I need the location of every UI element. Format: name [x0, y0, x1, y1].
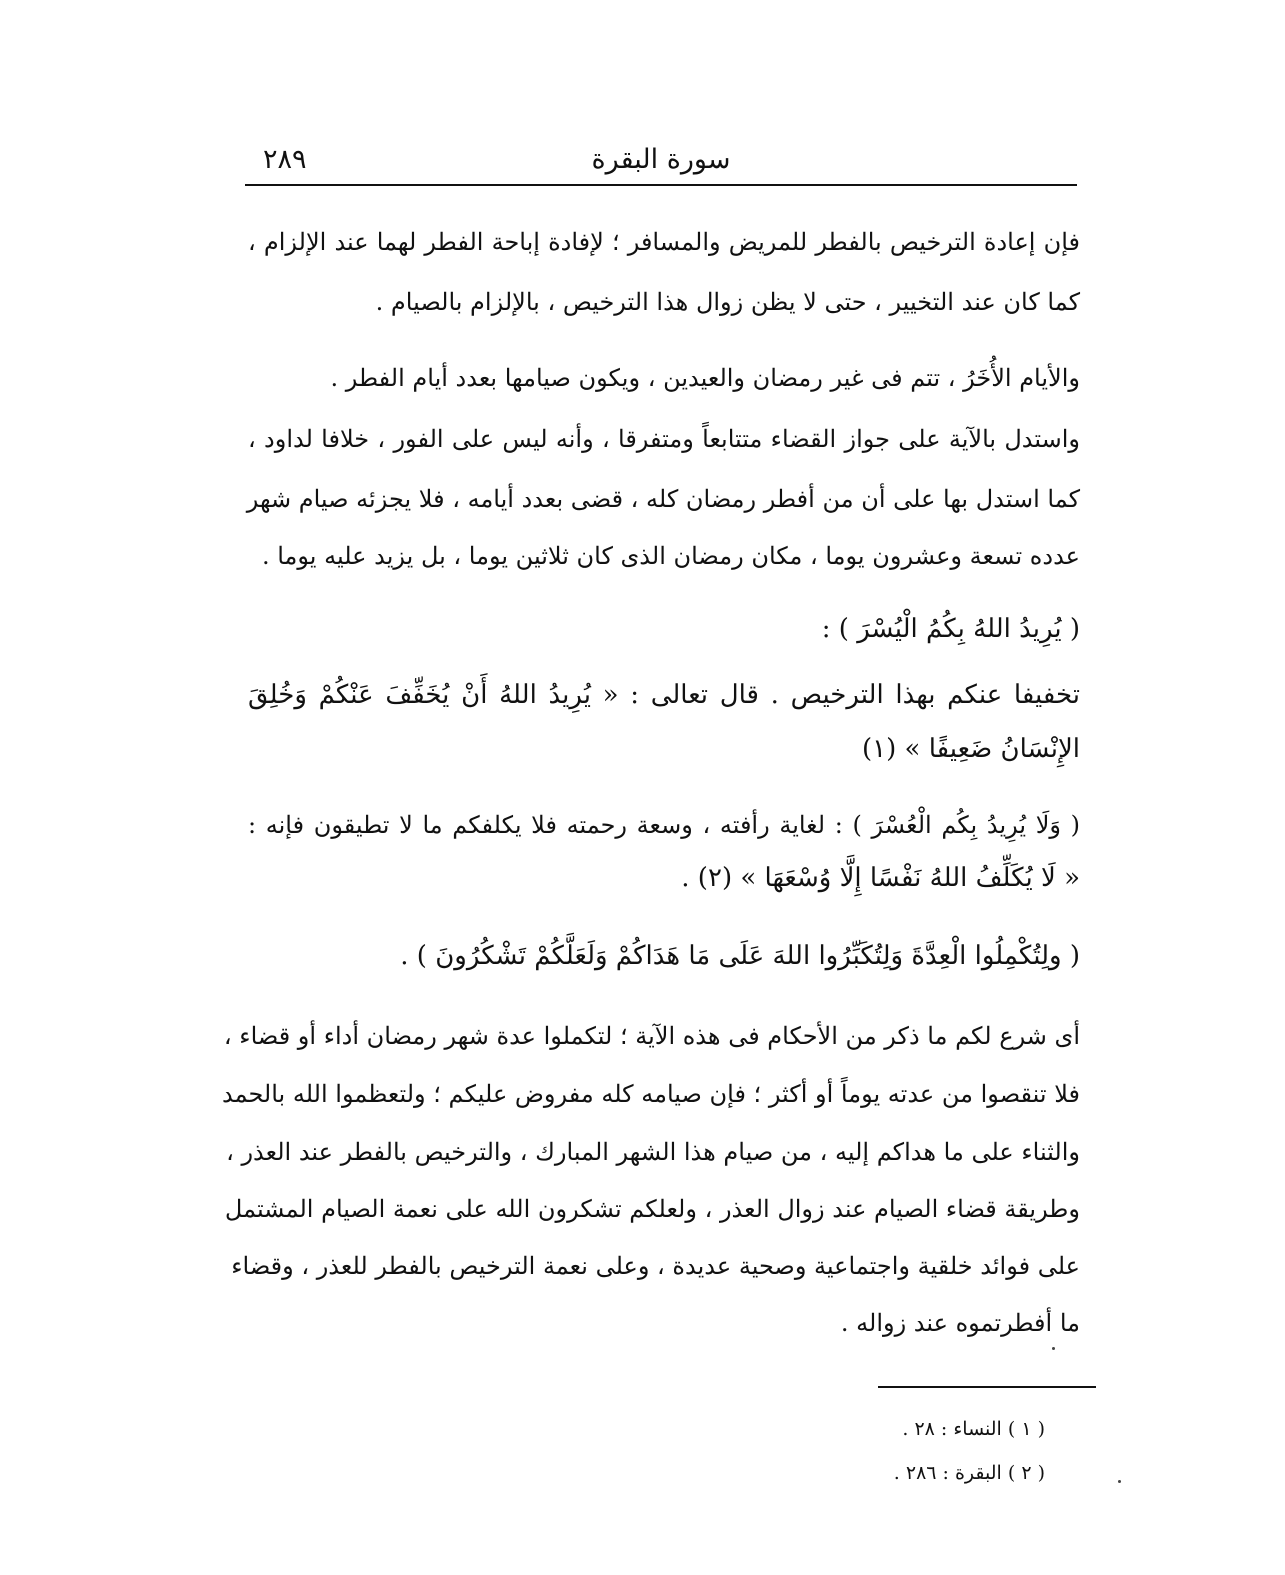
verse-heading: ( وَلَا يُرِيدُ بِكُم الْعُسْرَ ) : لغاية رأفته ، وسعة رحمته فلا يكلفكم ما لا تطيقون فإنه :	[248, 811, 1080, 839]
text-line: ما أفطرتموه عند زواله .	[840, 1309, 1080, 1337]
text-line: الإِنْسَانُ ضَعِيفًا » (١)	[861, 734, 1080, 764]
text-line: تخفيفا عنكم بهذا الترخيص . قال تعالى : « يُرِيدُ اللهُ أَنْ يُخَفِّفَ عَنْكُمْ وَخُلِقَ	[248, 680, 1080, 710]
text-line: كما استدل بها على أن من أفطر رمضان كله ، قضى بعدد أيامه ، فلا يجزئه صيام شهر	[246, 485, 1080, 513]
text-line: كما كان عند التخيير ، حتى لا يظن زوال هذا الترخيص ، بالإلزام بالصيام .	[375, 288, 1080, 316]
text-line: أى شرع لكم ما ذكر من الأحكام فى هذه الآية ؛ لتكملوا عدة شهر رمضان أداء أو قضاء ،	[223, 1022, 1080, 1050]
surah-title: سورة البقرة	[591, 144, 731, 175]
verse-heading: ( يُرِيدُ اللهُ بِكُمُ الْيُسْرَ ) :	[821, 614, 1080, 644]
page-number: ٢٨٩	[263, 144, 307, 175]
running-header	[245, 140, 1077, 186]
text-line: على فوائد خلقية واجتماعية وصحية عديدة ، وعلى نعمة الترخيص بالفطر للعذر ، وقضاء	[231, 1252, 1080, 1280]
text-line: فلا تنقصوا من عدته يوماً أو أكثر ؛ فإن صيامه كله مفروض عليكم ؛ ولتعظموا الله بالحمد	[221, 1080, 1080, 1108]
text-line: « لَا يُكَلِّفُ اللهُ نَفْسًا إِلَّا وُسْعَهَا » (٢) .	[681, 863, 1080, 893]
text-line: والثناء على ما هداكم إليه ، من صيام هذا الشهر المبارك ، والترخيص بالفطر عند العذر ،	[226, 1138, 1080, 1166]
text-line: فإن إعادة الترخيص بالفطر للمريض والمسافر ؛ لإفادة إباحة الفطر لهما عند الإلزام ،	[248, 228, 1080, 256]
text-line: وطريقة قضاء الصيام عند زوال العذر ، ولعلكم تشكرون الله على نعمة الصيام المشتمل	[224, 1195, 1080, 1223]
text-line: واستدل بالآية على جواز القضاء متتابعاً ومتفرقا ، وأنه ليس على الفور ، خلافا لداود ،	[248, 425, 1080, 453]
footnote-rule	[878, 1386, 1096, 1388]
footnote: ( ٢ ) البقرة : ٢٨٦ .	[893, 1462, 1045, 1484]
verse-heading: ( ولِتُكْمِلُوا الْعِدَّةَ وَلِتُكَبِّرُوا اللهَ عَلَى مَا هَدَاكُمْ وَلَعَلَّكُمْ تَشْكُرُونَ ) .	[400, 941, 1080, 971]
footnote: ( ١ ) النساء : ٢٨ .	[902, 1418, 1045, 1440]
scan-speck	[1052, 1347, 1055, 1350]
text-line: والأيام الأُخَرُ ، تتم فى غير رمضان والعيدين ، ويكون صيامها بعدد أيام الفطر .	[330, 364, 1080, 392]
text-line: عدده تسعة وعشرون يوما ، مكان رمضان الذى كان ثلاثين يوما ، بل يزيد عليه يوما .	[261, 542, 1080, 570]
scan-speck	[1118, 1480, 1121, 1483]
